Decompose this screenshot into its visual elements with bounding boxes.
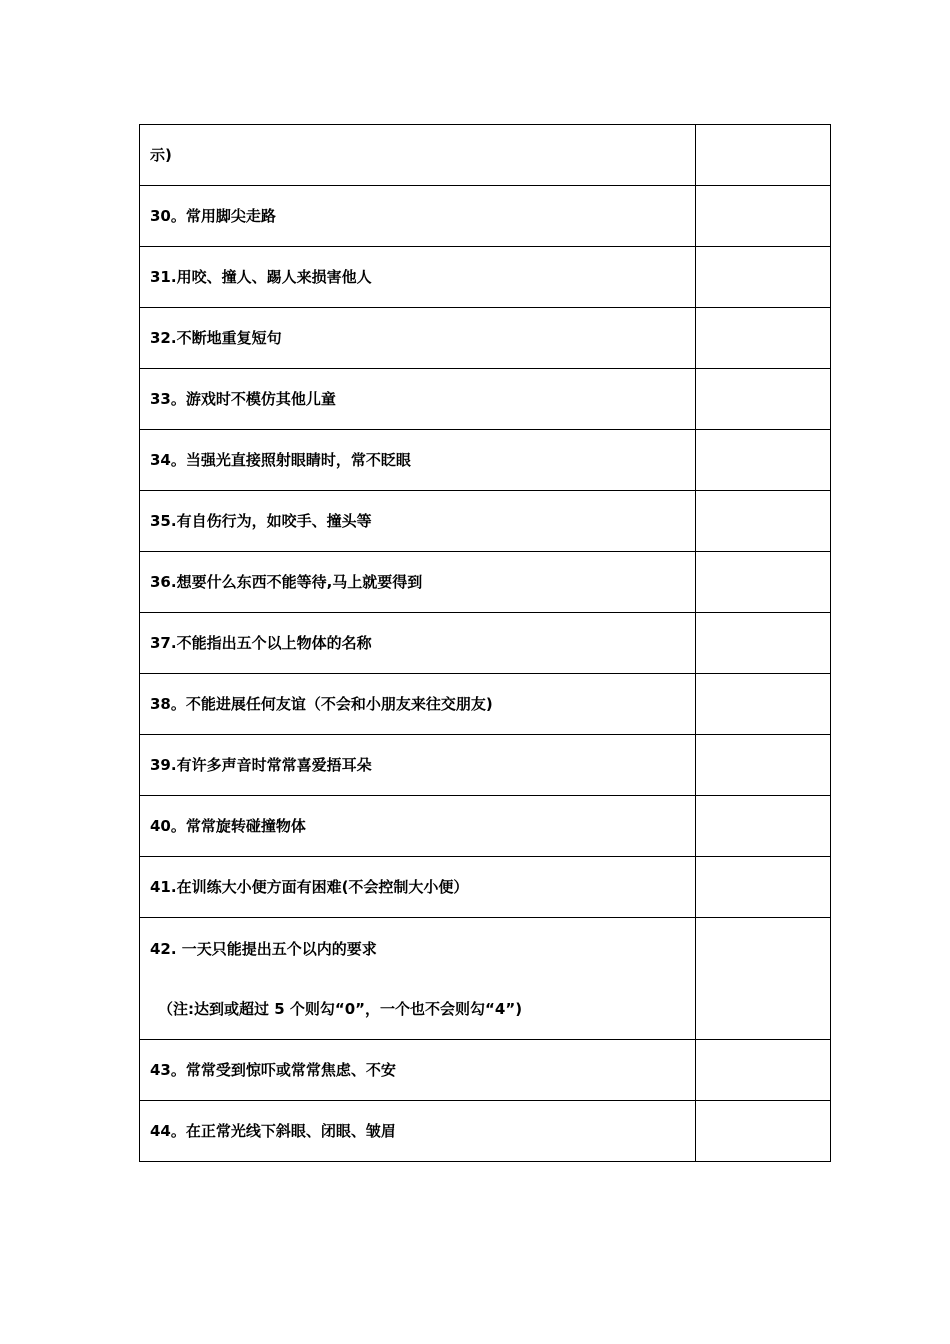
item-cell bbox=[140, 247, 696, 308]
table-row bbox=[140, 369, 831, 430]
item-text: 37.不能指出五个以上物体的名称 bbox=[150, 634, 372, 652]
table-row bbox=[140, 247, 831, 308]
score-cell[interactable] bbox=[696, 857, 831, 918]
score-cell[interactable] bbox=[696, 186, 831, 247]
item-text: 33。游戏时不模仿其他儿童 bbox=[150, 390, 336, 408]
score-cell[interactable] bbox=[696, 918, 831, 1040]
table-row bbox=[140, 796, 831, 857]
score-cell[interactable] bbox=[696, 674, 831, 735]
item-text: 40。常常旋转碰撞物体 bbox=[150, 817, 306, 835]
table-row bbox=[140, 491, 831, 552]
item-cell bbox=[140, 1101, 696, 1162]
table-row bbox=[140, 613, 831, 674]
item-text: 41.在训练大小便方面有困难(不会控制大小便） bbox=[150, 878, 469, 896]
item-text: 38。不能进展任何友谊（不会和小朋友来往交朋友) bbox=[150, 695, 493, 713]
score-cell[interactable] bbox=[696, 796, 831, 857]
item-cell bbox=[140, 491, 696, 552]
item-text: 30。常用脚尖走路 bbox=[150, 207, 276, 225]
item-cell bbox=[140, 186, 696, 247]
item-cell bbox=[140, 552, 696, 613]
item-text: 44。在正常光线下斜眼、闭眼、皱眉 bbox=[150, 1122, 396, 1140]
item-cell bbox=[140, 125, 696, 186]
item-cell bbox=[140, 369, 696, 430]
behavior-checklist-table bbox=[139, 124, 831, 1162]
score-cell[interactable] bbox=[696, 430, 831, 491]
score-cell[interactable] bbox=[696, 735, 831, 796]
item-text: 31.用咬、撞人、踢人来损害他人 bbox=[150, 268, 372, 286]
item-cell bbox=[140, 674, 696, 735]
item-text: 42. 一天只能提出五个以内的要求 bbox=[150, 939, 377, 958]
score-cell[interactable] bbox=[696, 125, 831, 186]
item-cell bbox=[140, 857, 696, 918]
item-text: 43。常常受到惊吓或常常焦虑、不安 bbox=[150, 1061, 396, 1079]
item-cell bbox=[140, 430, 696, 491]
table-row bbox=[140, 918, 831, 1040]
score-cell[interactable] bbox=[696, 369, 831, 430]
item-text: 39.有许多声音时常常喜爱捂耳朵 bbox=[150, 756, 372, 774]
table-row bbox=[140, 857, 831, 918]
item-text: 34。当强光直接照射眼睛时，常不眨眼 bbox=[150, 451, 411, 469]
score-cell[interactable] bbox=[696, 1101, 831, 1162]
table-row bbox=[140, 308, 831, 369]
score-cell[interactable] bbox=[696, 491, 831, 552]
table-row bbox=[140, 552, 831, 613]
item-note: （注:达到或超过 5 个则勾“0”，一个也不会则勾“4”) bbox=[158, 999, 523, 1018]
item-text: 36.想要什么东西不能等待,马上就要得到 bbox=[150, 573, 423, 591]
item-text: 35.有自伤行为，如咬手、撞头等 bbox=[150, 512, 372, 530]
table-row bbox=[140, 430, 831, 491]
item-cell bbox=[140, 796, 696, 857]
item-cell bbox=[140, 613, 696, 674]
item-cell bbox=[140, 735, 696, 796]
item-cell bbox=[140, 918, 696, 1040]
score-cell[interactable] bbox=[696, 552, 831, 613]
table-row bbox=[140, 674, 831, 735]
item-cell bbox=[140, 308, 696, 369]
table-row bbox=[140, 186, 831, 247]
score-cell[interactable] bbox=[696, 613, 831, 674]
table-row bbox=[140, 1101, 831, 1162]
item-text: 示) bbox=[150, 146, 172, 164]
score-cell[interactable] bbox=[696, 308, 831, 369]
score-cell[interactable] bbox=[696, 247, 831, 308]
score-cell[interactable] bbox=[696, 1040, 831, 1101]
table-row bbox=[140, 1040, 831, 1101]
item-cell bbox=[140, 1040, 696, 1101]
item-text: 32.不断地重复短句 bbox=[150, 329, 282, 347]
table-row bbox=[140, 735, 831, 796]
table-row bbox=[140, 125, 831, 186]
